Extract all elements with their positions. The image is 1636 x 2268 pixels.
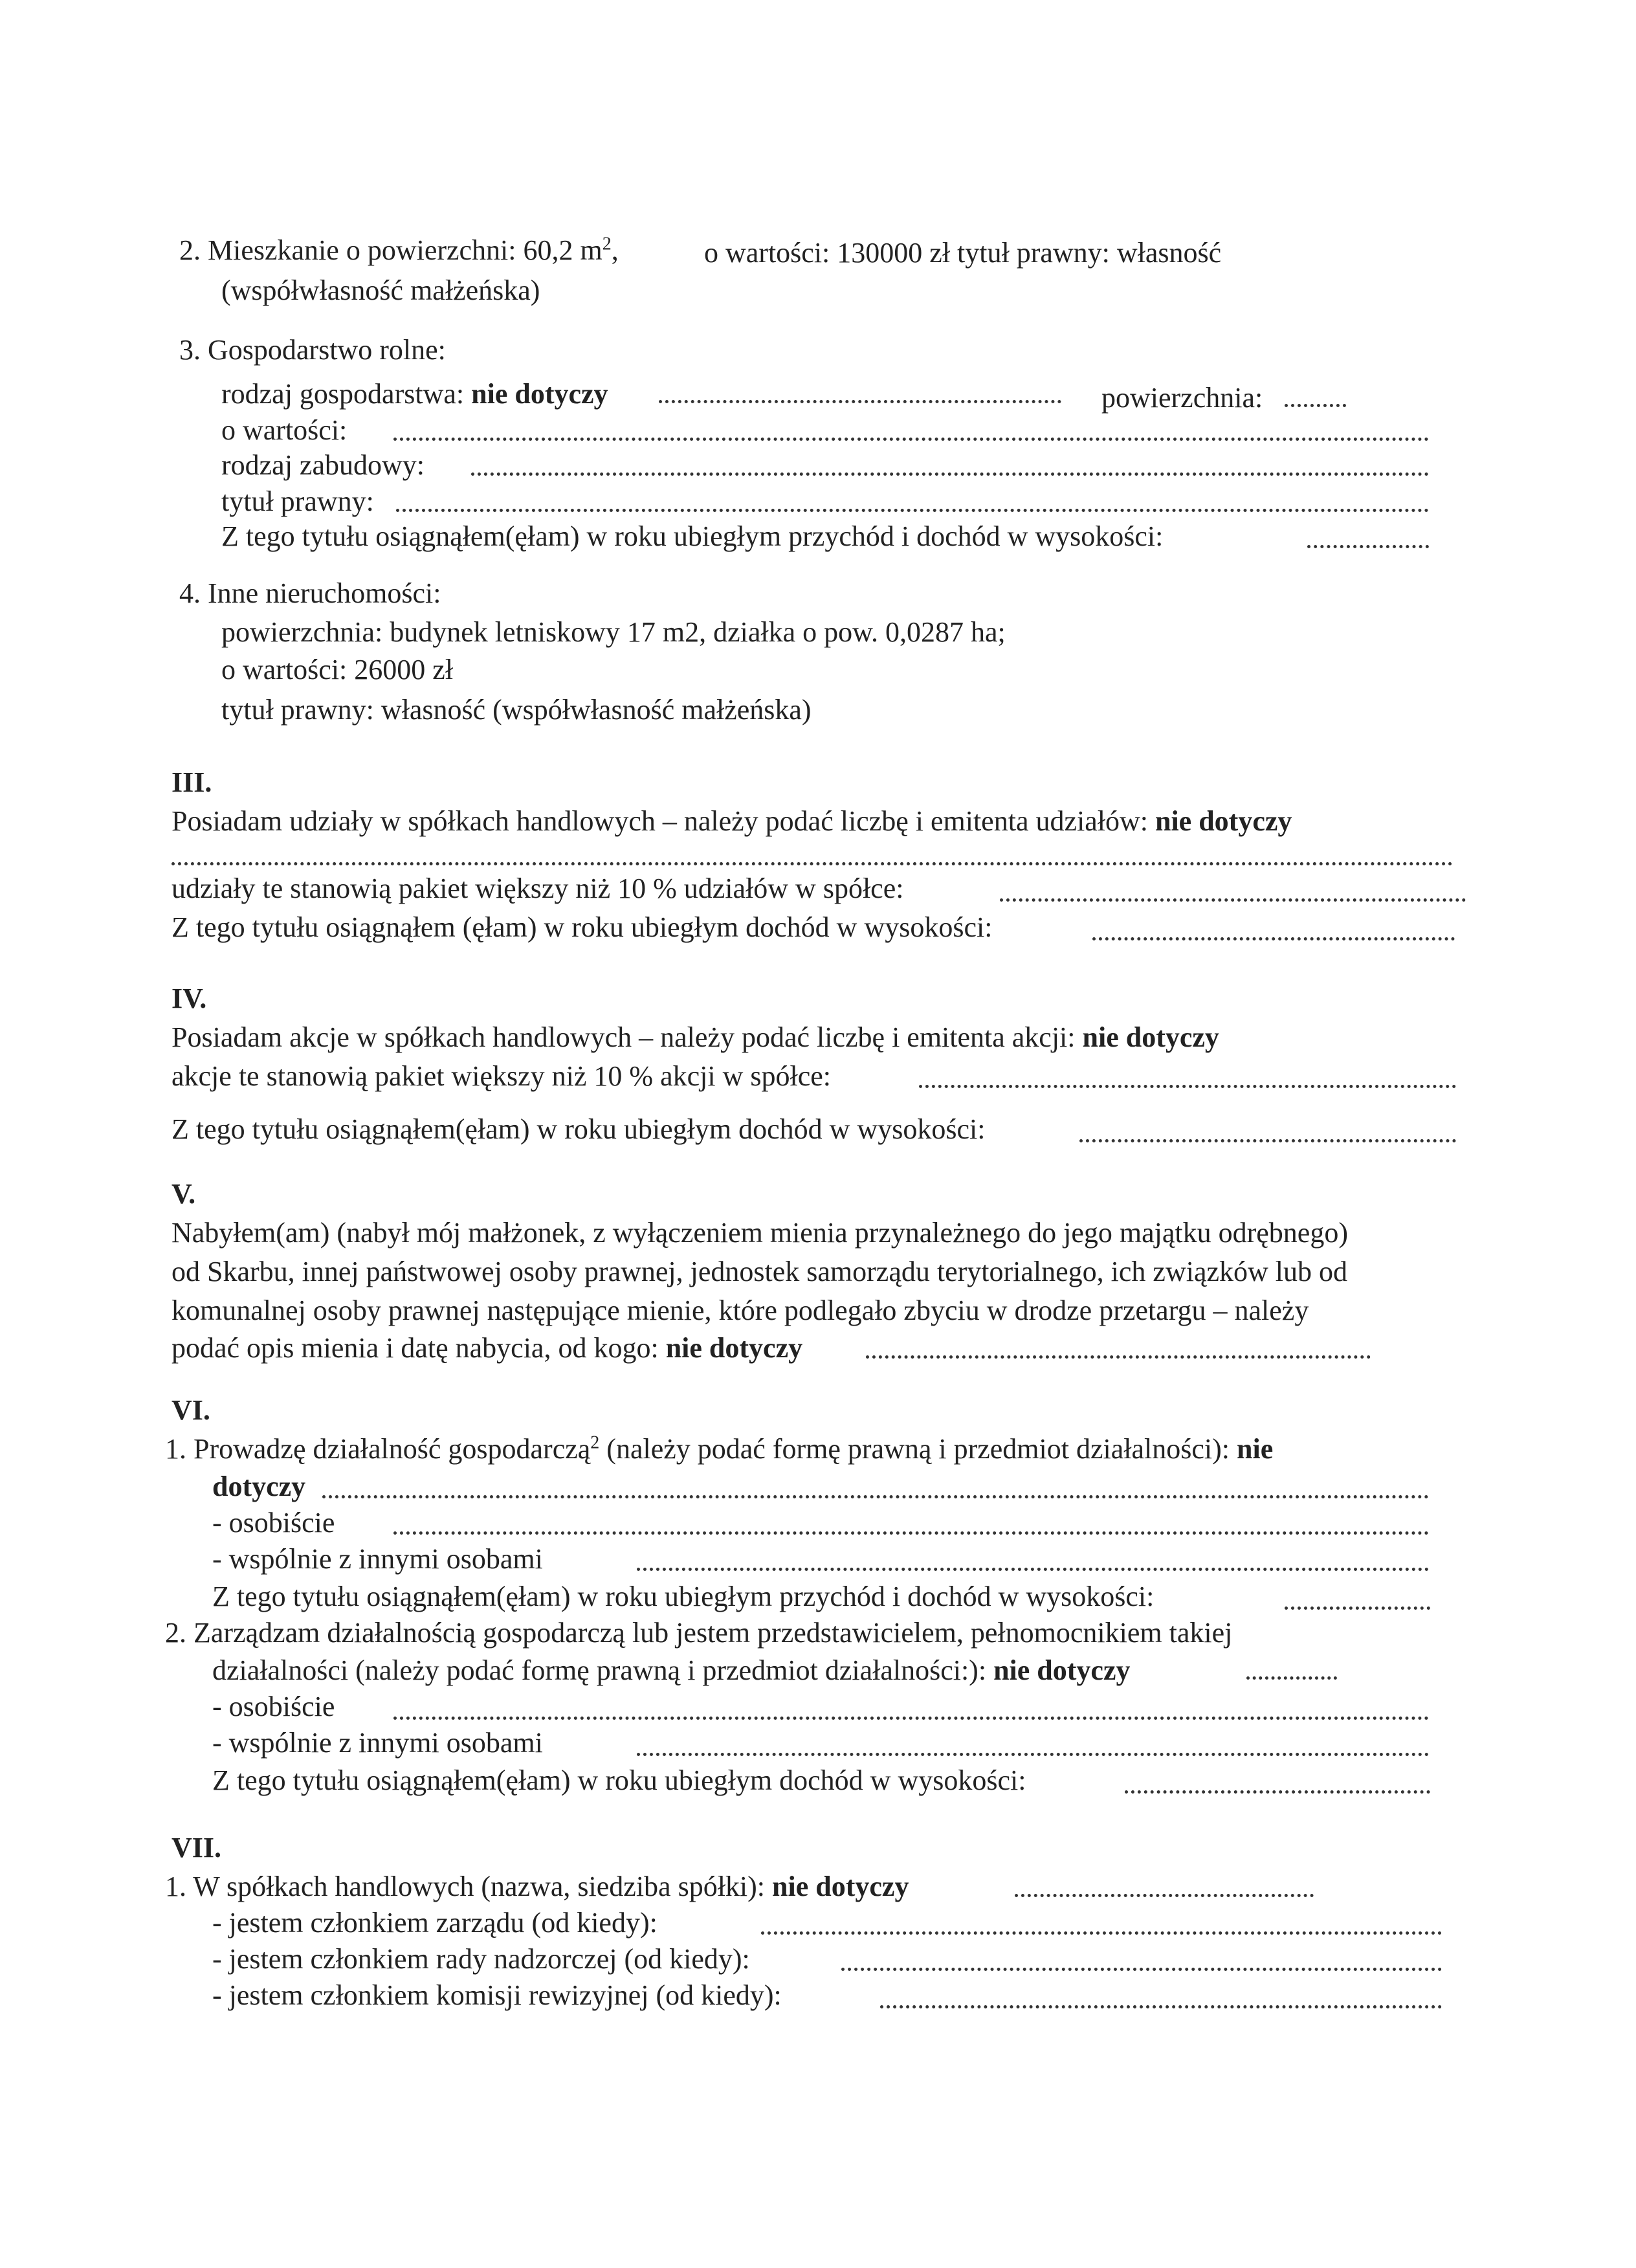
- section-vi-item2-dots-value: [1246, 1676, 1337, 1680]
- section-v-value: nie dotyczy: [665, 1332, 803, 1364]
- section-vi-item1-text: 1. Prowadzę działalność gospodarczą: [165, 1433, 591, 1465]
- section-vi-item1-text-b: (należy podać formę prawną i przedmiot działalności):: [606, 1433, 1230, 1465]
- section-vi-item2-joint: - wspólnie z innymi osobami: [212, 1727, 543, 1759]
- section-iii-text1: Posiadam udziały w spółkach handlowych – należy podać liczbę i emitenta udziałów:: [171, 805, 1148, 837]
- item3-type-row: [221, 375, 608, 413]
- section-v-line2: od Skarbu, innej państwowej osoby prawnej, jednostek samorządu terytorialnego, ich związków lub od: [171, 1256, 1347, 1287]
- item2-sup: 2: [602, 234, 612, 254]
- section-vii-number: VII.: [171, 1832, 222, 1863]
- section-vi-item1-dots-joint: [637, 1568, 1429, 1571]
- item3-build-label: rodzaj zabudowy:: [221, 449, 425, 481]
- section-vi-number: VI.: [171, 1394, 210, 1426]
- item3-area-dots: [1285, 404, 1346, 407]
- section-iv-number: IV.: [171, 983, 207, 1014]
- section-vii-board: - jestem członkiem zarządu (od kiedy):: [212, 1907, 658, 1939]
- section-vii-value: nie dotyczy: [772, 1871, 909, 1902]
- item3-build-dots: [471, 472, 1429, 476]
- section-iv-value: nie dotyczy: [1082, 1021, 1219, 1053]
- section-v-text4: podać opis mienia i datę nabycia, od kogo:: [171, 1332, 659, 1364]
- section-vii-item1-line: [165, 1868, 909, 1906]
- section-vi-item1-personal: - osobiście: [212, 1507, 335, 1539]
- item3-income: Z tego tytułu osiągnąłem(ęłam) w roku ubiegłym przychód i dochód w wysokości:: [221, 520, 1164, 552]
- item3-heading: 3. Gospodarstwo rolne:: [179, 334, 446, 366]
- section-vi-item2-dots-income: [1125, 1790, 1430, 1794]
- section-iii-value: nie dotyczy: [1155, 805, 1292, 837]
- item4-heading: 4. Inne nieruchomości:: [179, 577, 441, 609]
- item4-area: powierzchnia: budynek letniskowy 17 m2, działka o pow. 0,0287 ha;: [221, 616, 1006, 648]
- section-iv-line1: [171, 1019, 1219, 1056]
- section-iv-line2: akcje te stanowią pakiet większy niż 10 % akcji w spółce:: [171, 1060, 831, 1092]
- section-vi-item1-value2: dotyczy: [212, 1471, 306, 1502]
- section-vi-item1-dots-income: [1285, 1606, 1430, 1610]
- section-v-line3: komunalnej osoby prawnej następujące mienie, które podlegało zbyciu w drodze przetargu – należy: [171, 1295, 1309, 1326]
- item3-value-label: o wartości:: [221, 414, 348, 446]
- section-vi-item2-line1: 2. Zarządzam działalnością gospodarczą lub jestem przedstawicielem, pełnomocnikiem takiej: [165, 1617, 1233, 1649]
- item3-area-label: powierzchnia:: [1101, 382, 1263, 414]
- section-iii-dots3: [1092, 937, 1455, 940]
- section-v-line1: Nabyłem(am) (nabył mój małżonek, z wyłączeniem mienia przynależnego do jego majątku odrębnego): [171, 1217, 1348, 1249]
- section-vi-item2-personal: - osobiście: [212, 1691, 335, 1722]
- item4-title: tytuł prawny: własność (współwłasność małżeńska): [221, 694, 812, 726]
- section-vi-item1-dots-value: [322, 1495, 1429, 1498]
- section-iii-line1: [171, 803, 1292, 840]
- section-vi-item1-sup: 2: [590, 1432, 600, 1453]
- section-iii-dots1: [171, 862, 1453, 865]
- section-vi-item1-line1: [165, 1430, 1273, 1468]
- section-vi-item2-dots-joint: [637, 1753, 1429, 1756]
- section-v-number: V.: [171, 1178, 196, 1210]
- section-vii-supervisory: - jestem członkiem rady nadzorczej (od kiedy):: [212, 1943, 750, 1975]
- item3-value-dots: [393, 438, 1429, 441]
- section-vii-dots-board: [761, 1931, 1442, 1935]
- section-vii-dots-supervisory: [841, 1968, 1442, 1971]
- section-vi-item1-joint: - wspólnie z innymi osobami: [212, 1543, 543, 1575]
- section-vi-item2-text: działalności (należy podać formę prawną i przedmiot działalności:):: [212, 1654, 987, 1686]
- item3-title-dots: [396, 509, 1429, 512]
- section-iv-line3: Z tego tytułu osiągnąłem(ęłam) w roku ubiegłym dochód w wysokości:: [171, 1113, 986, 1145]
- section-v-dots: [866, 1355, 1371, 1359]
- section-iii-number: III.: [171, 766, 212, 798]
- section-vii-dots-audit: [880, 2005, 1442, 2008]
- section-vi-item2-value: nie dotyczy: [993, 1654, 1131, 1686]
- section-vii-dots-value: [1015, 1894, 1314, 1897]
- section-iii-dots2: [1000, 898, 1466, 902]
- section-vi-item1-income: Z tego tytułu osiągnąłem(ęłam) w roku ubiegłym przychód i dochód w wysokości:: [212, 1581, 1155, 1612]
- item3-title-label: tytuł prawny:: [221, 485, 374, 517]
- item2-text: 2. Mieszkanie o powierzchni: 60,2 m: [179, 234, 602, 266]
- section-vi-item1-value1: nie: [1237, 1433, 1274, 1465]
- item3-income-dots: [1307, 545, 1429, 548]
- item2-line2: (współwłasność małżeńska): [221, 274, 540, 306]
- item4-value: o wartości: 26000 zł: [221, 654, 454, 685]
- item2-line1: [179, 232, 619, 269]
- section-iv-dots3: [1079, 1139, 1456, 1142]
- section-vii-item1-text: 1. W spółkach handlowych (nazwa, siedziba spółki):: [165, 1871, 766, 1902]
- item3-type-dots: [659, 400, 1061, 403]
- item3-type-value: nie dotyczy: [471, 378, 608, 410]
- section-iv-dots2: [919, 1085, 1456, 1088]
- item2-value: o wartości: 130000 zł tytuł prawny: własność: [704, 237, 1222, 269]
- section-vi-item2-line2: [212, 1652, 1130, 1689]
- section-iii-line3: Z tego tytułu osiągnąłem (ęłam) w roku ubiegłym dochód w wysokości:: [171, 911, 993, 943]
- section-iv-text1: Posiadam akcje w spółkach handlowych – należy podać liczbę i emitenta akcji:: [171, 1021, 1076, 1053]
- section-vii-audit: - jestem członkiem komisji rewizyjnej (od kiedy):: [212, 1979, 782, 2011]
- section-iii-line2: udziały te stanowią pakiet większy niż 10 % udziałów w spółce:: [171, 873, 904, 904]
- section-vi-item2-income: Z tego tytułu osiągnąłem(ęłam) w roku ubiegłym dochód w wysokości:: [212, 1764, 1026, 1796]
- section-vi-item1-dots-personal: [393, 1531, 1429, 1535]
- section-vi-item2-dots-personal: [393, 1717, 1429, 1720]
- item2-comma: ,: [611, 234, 619, 266]
- item3-type-label: rodzaj gospodarstwa:: [221, 378, 465, 410]
- section-v-line4: [171, 1329, 802, 1367]
